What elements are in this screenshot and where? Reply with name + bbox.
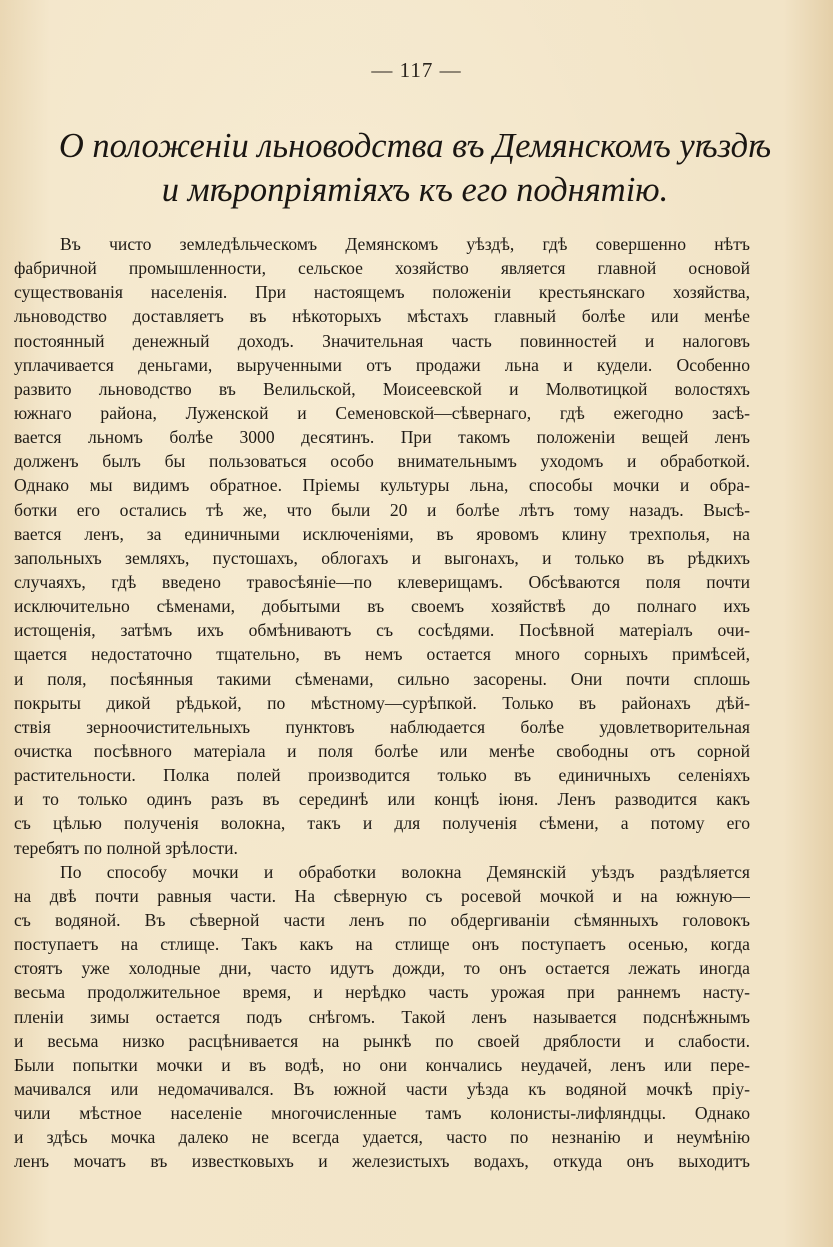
page-number: — 117 — [371,58,462,82]
article-title [20,124,810,212]
text-line: покрыты дикой рѣдькой, по мѣстному—сурѣпкой. Только въ районахъ дѣй- [14,692,750,713]
text-line: и поля, посѣянныя такими сѣменами, сильно засорены. Они почти сплошь [14,668,750,689]
text-line: Въ чисто земледѣльческомъ Демянскомъ уѣздѣ, гдѣ совершенно нѣтъ [60,234,750,254]
text-line: южнаго района, Луженской и Семеновской—сѣвернаго, гдѣ ежегодно засѣ- [14,402,750,423]
text-line: теребятъ по полной зрѣлости. [14,837,238,858]
text-line: уплачивается деньгами, вырученными отъ продажи льна и кудели. Особенно [14,354,750,375]
text-line: стоятъ уже холодные дни, часто идутъ дожди, то онъ остается лежать иногда [14,958,750,979]
text-line: существованія населенія. При настоящемъ положеніи крестьянскаго хозяйства, [14,282,750,303]
title-line-2: и мѣропріятіяхъ къ его поднятію. [161,171,669,209]
text-line: исключительно сѣменами, добытыми въ своемъ хозяйствѣ до полнаго ихъ [14,596,750,617]
text-line: По способу мочки и обработки волокна Демянскій уѣздъ раздѣляется [60,861,750,882]
text-line: чили мѣстное населеніе многочисленные тамъ колонисты-лифляндцы. Однако [14,1103,750,1124]
text-line: и здѣсь мочка далеко не всегда удается, часто по незнанію и неумѣнію [14,1127,750,1148]
text-line: на двѣ почти равныя части. На сѣверную съ росевой мочкой и на южную— [14,885,750,906]
text-line: льноводство доставляетъ въ нѣкоторыхъ мѣстахъ главный болѣе или менѣе [14,306,750,327]
text-line: пленіи зимы остается подъ снѣгомъ. Такой ленъ называется подснѣжнымъ [14,1006,750,1027]
text-line: истощенія, затѣмъ ихъ обмѣниваютъ съ сосѣдями. Посѣвной матеріалъ очи- [14,620,750,641]
text-line: запольныхъ земляхъ, пустошахъ, облогахъ и выгонахъ, и только въ рѣдкихъ [14,547,750,568]
text-line: и весьма низко расцѣнивается на рынкѣ по своей дряблости и слабости. [14,1030,750,1051]
text-line: щается недостаточно тщательно, въ немъ остается много сорныхъ примѣсей, [14,644,750,665]
text-line: очистка посѣвного матеріала и поля болѣе или менѣе свободны отъ сорной [14,740,750,761]
text-line: ленъ мочатъ въ известковыхъ и железистыхъ водахъ, откуда онъ выходитъ [14,1151,750,1172]
text-line: ботки его остались тѣ же, что были 20 и болѣе лѣтъ тому назадъ. Высѣ- [14,499,750,520]
text-line: фабричной промышленности, сельское хозяйство является главной основой [14,258,750,279]
text-line: Были попытки мочки и въ водѣ, но они кончались неудачей, ленъ или пере- [14,1054,750,1075]
text-line: вается ленъ, за единичными исключеніями, въ яровомъ клину трехполья, на [14,523,750,544]
text-line: поступаетъ на стлище. Такъ какъ на стлище онъ поступаетъ осенью, когда [14,934,750,955]
text-line: долженъ былъ бы пользоваться особо внимательнымъ уходомъ и обработкой. [14,451,750,472]
text-line: Однако мы видимъ обратное. Пріемы культуры льна, способы мочки и обра- [14,475,750,496]
article-body [14,232,750,1173]
title-line-1: О положеніи льноводства въ Демянскомъ уѣздѣ [58,127,772,165]
text-line: растительности. Полка полей производится только въ единичныхъ селеніяхъ [14,765,750,786]
text-line: ствія зерноочистительныхъ пунктовъ наблюдается болѣе удовлетворительная [14,716,750,737]
text-line: постоянный денежный доходъ. Значительная часть повинностей и налоговъ [14,330,750,351]
text-line: развито льноводство въ Велильской, Моисеевской и Молвотицкой волостяхъ [14,378,750,399]
text-line: случаяхъ, гдѣ введено травосѣяніе—по клеверищамъ. Обсѣваются поля почти [14,571,750,592]
text-line: весьма продолжительное время, и нерѣдко часть урожая при раннемъ насту- [14,982,750,1003]
paragraph [14,232,750,860]
text-line: мачивался или недомачивался. Въ южной части уѣзда къ водяной мочкѣ пріу- [14,1078,750,1099]
text-line: и то только одинъ разъ въ серединѣ или концѣ іюня. Ленъ разводится какъ [14,789,750,810]
text-line: съ цѣлью полученія волокна, такъ и для полученія сѣмени, а потому его [14,813,750,834]
paragraph [14,860,750,1174]
text-line: вается льномъ болѣе 3000 десятинъ. При такомъ положеніи вещей ленъ [14,427,750,448]
text-line: съ водяной. Въ сѣверной части ленъ по обдергиваніи сѣмянныхъ головокъ [14,909,750,930]
